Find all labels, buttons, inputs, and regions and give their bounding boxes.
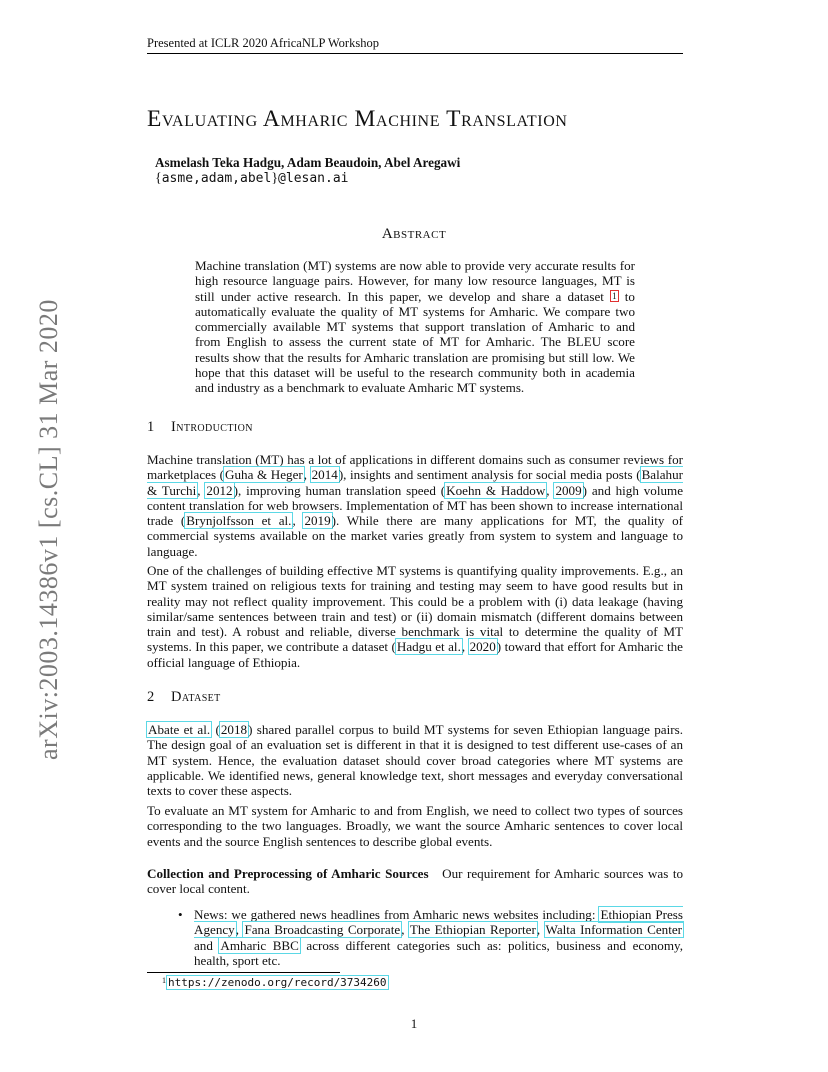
citation-link[interactable]: Abate et al. [148, 722, 211, 737]
text-run: ), insights and sentiment analysis for social media posts ( [338, 467, 641, 483]
text-run: ) toward that effort for Amharic the official language of Ethiopia. [147, 639, 683, 670]
text-run: , [546, 482, 555, 498]
section-heading-introduction [147, 419, 253, 436]
intro-paragraph-2 [147, 563, 683, 670]
header-rule [147, 53, 683, 54]
intro-paragraph-1 [147, 452, 683, 559]
citation-link[interactable]: Balahur & Turchi [147, 467, 684, 498]
abstract-part-1: Machine translation (MT) systems are now able to provide very accurate results for high resource language pairs. However, for many low resource languages, MT is still under active research. In this paper, we develop and share a dataset [195, 258, 635, 304]
text-run: News: we gathered news headlines from Amharic news websites including: [194, 907, 600, 922]
footnote [162, 976, 389, 989]
citation-link[interactable]: 2014 [311, 467, 338, 483]
source-link[interactable]: Fana Broadcasting Corporate [244, 922, 401, 938]
text-run: ) and high volume content translation for web browsers. Implementation of MT has been shown to increase international trade ( [147, 482, 684, 529]
text-run: ) shared parallel corpus to build MT systems for seven Ethiopian language pairs. The design goal of an evaluation set is different in that it is designed to test different use-cases of an MT system. Hence, the evaluation dataset should cover broad categories where MT systems are applicable. We identified news, general knowledge text, short messages and everyday conversational texts to cover these aspects. [147, 722, 683, 799]
text-run: , [303, 467, 311, 483]
text-run: , [536, 922, 545, 938]
paper-title: Evaluating Amharic Machine Translation [147, 106, 568, 132]
text-run: Machine translation (MT) has a lot of applications in different domains such as consumer reviews for marketplaces ( [147, 452, 683, 483]
email-names: asme,adam,abel [161, 171, 272, 186]
citation-link[interactable]: Koehn & Haddow [446, 482, 546, 498]
email-brace-close: } [271, 171, 279, 186]
citation-link[interactable]: Hadgu et al. [396, 639, 461, 655]
author-emails [155, 171, 349, 187]
footnote-ref-1[interactable]: 1 [612, 290, 617, 301]
arxiv-stamp: arXiv:2003.14386v1 [cs.CL] 31 Mar 2020 [34, 299, 63, 760]
dataset-paragraph-3 [147, 866, 683, 897]
section-number: 1 [147, 419, 155, 435]
citation-link[interactable]: 2019 [304, 513, 331, 529]
text-run: , [292, 513, 304, 529]
text-run: ), improving human translation speed ( [233, 482, 446, 498]
text-run: ). While there are many applications for MT, the quality of commercial systems available on the market varies greatly from system to system and language to language. [147, 513, 684, 559]
text-run: , [461, 639, 469, 655]
citation-link[interactable]: 2018 [220, 722, 248, 737]
text-run: ( [211, 722, 220, 737]
section-title: Introduction [171, 419, 253, 435]
section-title: Dataset [171, 689, 221, 705]
citation-link[interactable]: 2020 [469, 639, 496, 655]
text-run: , [401, 922, 409, 938]
source-link[interactable]: The Ethiopian Reporter [409, 922, 536, 938]
bullet-icon: • [178, 907, 183, 922]
footnote-mark: 1 [162, 976, 166, 985]
abstract-heading: Abstract [381, 226, 447, 242]
source-link[interactable]: Walta Information Center [545, 922, 683, 938]
text-run: Our requirement for Amharic sources was to cover local content. [147, 866, 683, 897]
section-heading-dataset [147, 689, 221, 706]
list-item [194, 907, 683, 968]
abstract-part-2: to automatically evaluate the quality of MT systems for Amharic. We compare two commercially available MT systems that support translation of Amharic to and from English to assess the current state of MT for Amharic. The BLEU score results show that the results for Amharic translation are promising but still low. We hope that this dataset will be useful to the research community both in academia and industry as a benchmark to evaluate Amharic MT systems. [195, 288, 635, 396]
source-link[interactable]: Amharic BBC [220, 937, 299, 953]
running-header: Presented at ICLR 2020 AfricaNLP Workshop [147, 36, 379, 50]
citation-link[interactable]: Brynjolfsson et al. [186, 513, 292, 529]
dataset-paragraph-1 [147, 722, 683, 798]
citation-link[interactable]: Guha & Heger [225, 467, 303, 483]
page-number: 1 [410, 1016, 418, 1031]
citation-link[interactable]: 2009 [555, 482, 582, 498]
source-link[interactable]: Ethiopian Press Agency [194, 907, 683, 938]
author-list: Asmelash Teka Hadgu, Adam Beaudoin, Abel Aregawi [155, 155, 461, 170]
email-brace-open: { [155, 171, 162, 186]
text-run: , [197, 482, 206, 498]
text-run: and [194, 937, 220, 953]
abstract-text [195, 258, 635, 396]
footnote-rule [147, 972, 340, 973]
paragraph-heading: Collection and Preprocessing of Amharic Sources [147, 866, 429, 881]
email-domain: @lesan.ai [278, 171, 349, 186]
text-run: To evaluate an MT system for Amharic to and from English, we need to collect two types of sources corresponding to the two languages. Broadly, we want the source Amharic sentences to cover local events and the source English sentences to describe global events. [147, 803, 683, 849]
text-run: One of the challenges of building effective MT systems is quantifying quality improvements. E.g., an MT system trained on religious texts for training and testing may seem to have good results but in reality may not reflect quality improvement. This could be a problem with (i) data leakage (having similar/same sentences between train and test) or (ii) domain mismatch (different domains between train and test). A robust and reliable, diverse benchmark is vital to determine the quality of MT systems. In this paper, we contribute a dataset ( [147, 563, 683, 655]
section-number: 2 [147, 689, 155, 705]
text-run: across different categories such as: politics, business and economy, health, sport etc. [194, 937, 683, 968]
text-run: , [235, 922, 244, 938]
citation-link[interactable]: 2012 [206, 482, 233, 498]
dataset-paragraph-2 [147, 803, 683, 849]
footnote-url-link[interactable]: https://zenodo.org/record/3734260 [168, 976, 387, 989]
sources-bullet-list [180, 907, 683, 968]
